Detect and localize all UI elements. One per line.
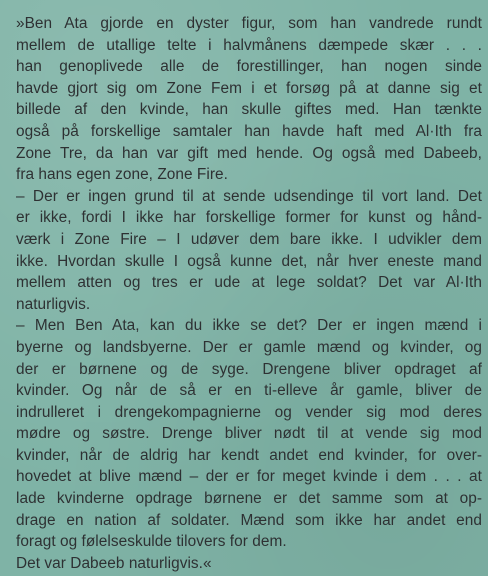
text-line: mellem de utallige telte i halvmånens dæmpede skær . . . xyxy=(16,36,482,54)
text-line: byerne og landsbyerne. Der er gamle mænd og kvinder, og xyxy=(16,338,482,356)
text-line: kvinder. Og når de så er en ti-elleve år gamle, bliver de xyxy=(16,382,482,400)
text-line: havde gjort sig om Zone Fem i et forsøg på at danne sig et xyxy=(16,79,482,97)
text-line: Zone Tre, da han var gift med hende. Og også med Dabeeb, xyxy=(16,144,482,162)
text-line: – Der er ingen grund til at sende udsendinge til vort land. Det xyxy=(16,187,482,205)
text-line: der er børnene og de syge. Drengene bliver opdraget af xyxy=(16,360,482,378)
text-line: er ikke, fordi I ikke har forskellige former for kunst og hånd- xyxy=(16,209,482,227)
text-line: Det var Dabeeb naturligvis.« xyxy=(16,554,212,572)
text-line: han genoplivede alle de forestillinger, han nogen sinde xyxy=(16,58,482,76)
text-line: mødre og søstre. Drenge bliver nødt til at vende sig mod xyxy=(16,425,482,443)
text-line: værk i Zone Fire – I udøver dem bare ikke. I udvikler dem xyxy=(16,230,482,248)
text-line: – Men Ben Ata, kan du ikke se det? Der er ingen mænd i xyxy=(16,317,482,335)
text-line: lade kvinderne opdrage børnene er det samme som at op- xyxy=(16,490,482,508)
text-line: kvinder, når de aldrig har kendt andet end kvinder, for over- xyxy=(16,446,482,464)
text-line: »Ben Ata gjorde en dyster figur, som han vandrede rundt xyxy=(16,15,482,32)
text-line: fra hans egen zone, Zone Fire. xyxy=(16,166,228,184)
text-line: hovedet at blive mænd – der er for meget kvinde i dem . . . at xyxy=(16,468,482,486)
book-page-text xyxy=(16,13,482,574)
text-line: naturligvis. xyxy=(16,295,91,313)
text-line: drage en nation af soldater. Mænd som ikke har andet end xyxy=(16,511,482,529)
text-line: også på forskellige samtaler han havde haft med Al·Ith fra xyxy=(16,122,482,140)
text-line: billede af den kvinde, han skulle giftes med. Han tænkte xyxy=(16,101,482,119)
text-line: foragt og følelseskulde tilovers for dem. xyxy=(16,533,287,551)
text-line: ikke. Hvordan skulle I også kunne det, når hver eneste mand xyxy=(16,252,482,270)
text-line: indrulleret i drengekompagnierne og vender sig mod deres xyxy=(16,403,482,421)
text-line: mellem atten og tres er ude at lege soldat? Det var Al·Ith xyxy=(16,274,482,292)
